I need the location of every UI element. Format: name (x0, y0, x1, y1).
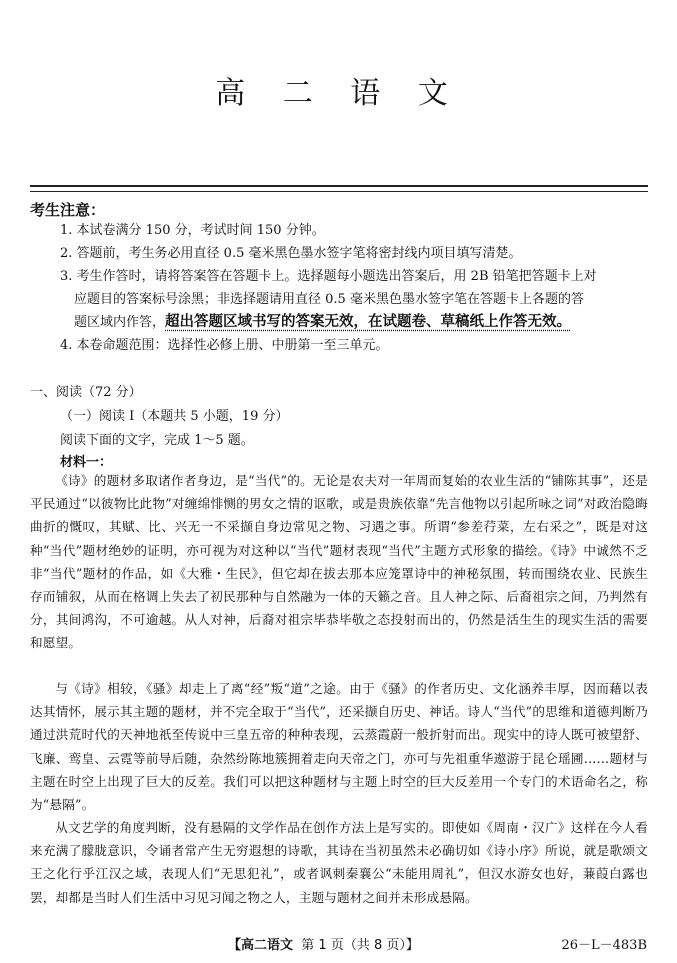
exam-title: 高 二 语 文 (215, 76, 462, 111)
notice-item-1: 1. 本试卷满分 150 分，考试时间 150 分钟。 (60, 223, 325, 238)
part-heading: 一、阅读（72 分） (30, 385, 142, 400)
answer-warning: 超出答题区域书写的答案无效，在试题卷、草稿纸上作答无效。 (165, 314, 572, 330)
material-label: 材料一： (60, 455, 113, 470)
paragraph-3: 从文艺学的角度判断，没有悬隔的文学作品在创作方法上是写实的。即使如《周南・汉广》这样在今人看来充满了朦胧意识，令诵者常产生无穷遐想的诗歌，其诗在当初虽然未必确切如《诗小序》所说，就是歌颂文王之化行乎江汉之域，表现人们“无思犯礼”，或者讽刺秦襄公“未能用周礼”，但汉水游女也好，蒹葭白露也罢，却都是当时人们生活中习见习闻之物之人，主题与题材之间并未形成悬隔。 (30, 820, 648, 905)
footer-code: 26－L－483B (561, 938, 647, 953)
paragraph-1: 《诗》的题材多取诸作者身边，是“当代”的。无论是农夫对一年周而复始的农业生活的“铺陈其事”，还是平民通过“以彼物比此物”对缠绵悱恻的男女之情的讴歌，或是贵族依靠“先言他物以引起所咏之词”对政治隐晦曲折的慨叹，其赋、比、兴无一不采撷自身边常见之物、习遇之事。所谓“参差荇菜，左右采之”，既是对这种“当代”题材绝妙的证明，亦可视为对这种以“当代”题材表现“当代”主题方式形象的描绘。《诗》中诚然不乏非“当代”题材的作品，如《大雅・生民》，但它却在拔去那本应笼罩诗中的神秘氛围，转而围绕农业、民族生存而铺叙，从而在格调上失去了初民那种与自然融为一体的天籁之音。且人神之际、后裔祖宗之间，乃判然有分，其间鸿沟，不可逾越。从人对神，后裔对祖宗毕恭毕敬之态投射而出的，仍然是活生生的现实生活的需要和愿望。 (30, 473, 648, 651)
instruction-text: 阅读下面的文字，完成 1～5 题。 (60, 433, 254, 448)
footer-page: 第 1 页（共 8 页）】 (301, 938, 419, 953)
header-rule-thin (30, 191, 648, 192)
notice-item-2: 2. 答题前，考生务必用直径 0.5 毫米黑色墨水签字笔将密封线内项目填写清楚。 (60, 246, 522, 261)
notice-item-3-tail: 题区域内作答， (74, 315, 166, 330)
subsection-heading: （一）阅读 Ⅰ（本题共 5 小题，19 分） (60, 409, 289, 424)
footer-label (228, 934, 419, 953)
notice-item-3-cont2 (60, 311, 650, 334)
header-rule-thick (30, 185, 648, 187)
paragraph-2: 与《诗》相较，《骚》却走上了离“经”叛“道”之途。由于《骚》的作者历史、文化涵养丰厚，因而藉以表达其情怀，展示其主题的题材，并不完全取于“当代”，还采撷自历史、神话。诗人“当代”的思维和道德判断乃通过洪荒时代的天神地祇至传说中三皇五帝的种种表现，云蒸霞蔚一般折射而出。现实中的诗人既可被望舒、飞廉、鸾皇、云霓等前导后随，杂然纷陈地簇拥着走向天帝之门，亦可与先祖重华遨游于昆仑瑶圃……题材与主题在时空上出现了巨大的反差。我们可以把这种题材与主题上时空的巨大反差用一个专门的术语命名之，称为“悬隔”。 (30, 681, 648, 813)
notice-item-3-cont: 应题目的答案标号涂黑；非选择题请用直径 0.5 毫米黑色墨水签字笔在答题卡上各题的答 (74, 292, 584, 307)
notice-item-3: 3. 考生作答时，请将答案答在答题卡上。选择题每小题选出答案后，用 2B 铅笔把答题卡上对 (60, 269, 597, 284)
notice-item-4: 4. 本卷命题范围：选择性必修上册、中册第一至三单元。 (60, 338, 389, 353)
notice-list (60, 219, 650, 357)
notice-heading: 考生注意： (30, 201, 106, 219)
footer-subject: 【高二语文 (228, 938, 294, 953)
